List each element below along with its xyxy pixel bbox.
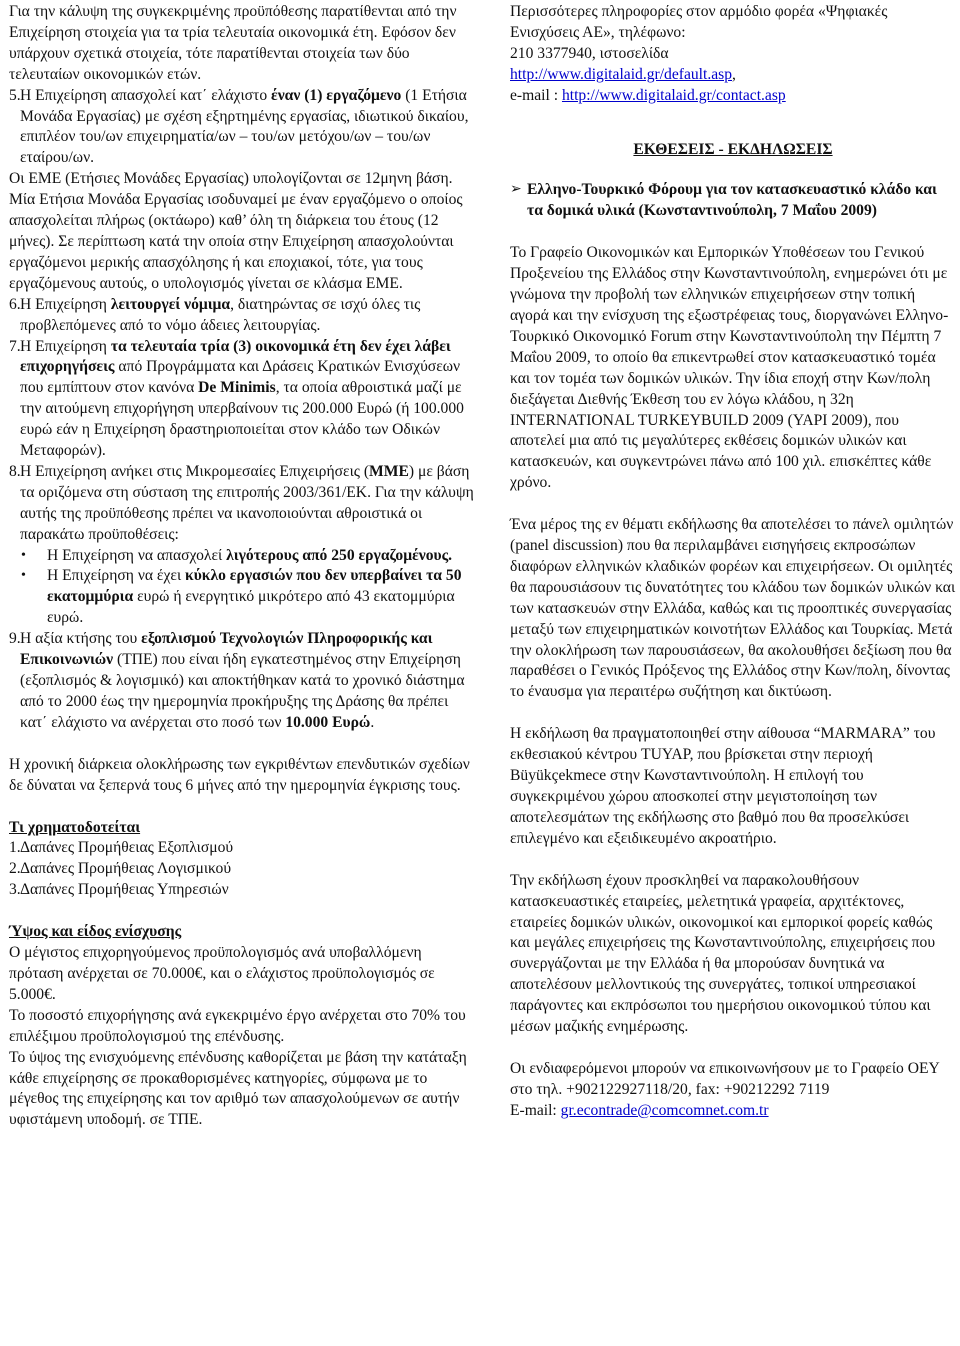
funded-heading: Τι χρηματοδοτείται xyxy=(9,818,141,836)
criterion-5-text: Η Επιχείρηση απασχολεί κατ΄ ελάχιστο έναν (1) εργαζόμενο (1 Ετήσια Μονάδα Εργασίας) με σχέση εξηρτημένης εργασίας, ιδιωτικού δικαίου, επιπλέον του/ων επιχειρηματία/ων – του/ων μετόχου/ων – του/ων εταίρου/ων. xyxy=(20,86,469,167)
aid-heading: Ύψος και είδος ενίσχυσης xyxy=(9,923,182,941)
intro-paragraph: Για την κάλυψη της συγκεκριμένης προϋπόθεσης παρατίθενται από την Επιχείρηση στοιχεία για τα τρία τελευταία οικονομικά έτη. Εφόσον δεν υπάρχουν σχετικά στοιχεία, τότε παρατίθενται στοιχεία των δύο τελευταίων οικονομικών ετών. xyxy=(9,3,457,83)
bullet-icon: • xyxy=(21,547,26,563)
section-heading: ΕΚΘΕΣΕΙΣ - ΕΚΔΗΛΩΣΕΙΣ xyxy=(633,140,833,158)
bullet-item: • Η Επιχείρηση να έχει κύκλο εργασιών που δεν υπερβαίνει τα 50 εκατομμύρια ευρώ ή ενεργητικό μικρότερο από 43 εκατομμύρια ευρώ. xyxy=(20,566,479,629)
event-paragraph-5: Οι ενδιαφερόμενοι μπορούν να επικοινωνήσουν με το Γραφείο ΟΕΥ στο τηλ. +902122927118/20, fax: +90212292 7119 xyxy=(510,1059,940,1098)
criterion-8 xyxy=(9,462,479,629)
arrow-icon: ➢ xyxy=(510,182,522,198)
left-column xyxy=(9,2,479,1131)
funded-item: 1. Δαπάνες Προμήθειας Εξοπλισμού xyxy=(9,839,234,857)
criterion-9-text: Η αξία κτήσης του εξοπλισμού Τεχνολογιών Πληροφορικής και Επικοινωνιών (ΤΠΕ) που είναι ήδη εγκατεστημένος στην Επιχείρηση (εξοπλισμός & λογισμικό) και αποκτήθηκαν κατά το χρονικό διάστημα από το 2000 έως την ημερομηνία προκήρυξης της Δράσης θα πρέπει κατ΄ ελάχιστο να ανέρχεται στο ποσό των 10.000 Ευρώ. xyxy=(20,630,465,731)
criterion-6-text: Η Επιχείρηση λειτουργεί νόμιμα, διατηρώντας σε ισχύ όλες τις προβλεπόμενες από το νόμο άδειες λειτουργίας. xyxy=(20,295,421,334)
email-link[interactable]: gr.econtrade@comcomnet.com.tr xyxy=(560,1101,769,1119)
contact-email-line: e-mail : http://www.digitalaid.gr/contact.asp xyxy=(510,86,786,104)
aid-paragraph-1: Ο μέγιστος επιχορηγούμενος προϋπολογισμός ανά υποβαλλόμενη πρόταση ανέρχεται σε 70.000€, και ο ελάχιστος προϋπολογισμός σε 5.000€. xyxy=(9,944,435,1003)
event-item xyxy=(510,180,956,222)
criterion-7 xyxy=(9,337,479,462)
criterion-5 xyxy=(9,86,479,295)
funded-item: 2. Δαπάνες Προμήθειας Λογισμικού xyxy=(9,860,232,878)
event-paragraph-1: Το Γραφείο Οικονομικών και Εμπορικών Υποθέσεων του Γενικού Προξενείου της Ελλάδος στην Κωνσταντινούπολη, ενημερώνει ότι με γνώμονα την προβολή των ελληνικών επιχειρήσεων στην τοπική αγορά και την ενίσχυση της εξωστρέφειας τους, διοργανώνει Ελληνο-Τουρκικό Οικονομικό Forum στην Κωνσταντινούπολη την Πέμπτη 7 Μαΐου 2009, το οποίο θα επικεντρωθεί στον κατασκευαστικό τομέα και τον τομέα των δομικών υλικών. Την ίδια εποχή στην Κων/πολη διεξάγεται Διεθνής Έκθεση του εν λόγω κλάδου, η 32η INTERNATIONAL TURKEYBUILD 2009 (YAPI 2009), που αποτελεί μια από τις μεγαλύτερες εκθέσεις δομικών υλικών και κατασκευών, και συγκεντρώνει πάνω από 100 χιλ. επισκέπτες κάθε χρόνο. xyxy=(510,244,949,492)
event-title: Ελληνο-Τουρκικό Φόρουμ για τον κατασκευαστικό κλάδο και τα δομικά υλικά (Κωνσταντινούπολη, 7 Μαΐου 2009) xyxy=(527,181,937,220)
criterion-number: 7. xyxy=(9,337,21,355)
bullet-icon: • xyxy=(21,568,26,584)
criterion-number: 8. xyxy=(9,462,21,480)
event-paragraph-4: Την εκδήλωση έχουν προσκληθεί να παρακολουθήσουν κατασκευαστικές εταιρείες, μελετητικά γραφεία, αρχιτέκτονες, εταιρείες δομικών υλικών, οικονομικοί και εμπορικοί φορείς καθώς και μεγάλες επιχειρήσεις της Κωνσταντινούπολης, επιχειρήσεις που συνεργάζονται με την Ελλάδα ή θα μπορούσαν δυνητικά να αποτελέσουν μελλοντικούς της συνεργάτες, τοπικοί υπηρεσιακοί παράγοντες και εκπρόσωποι του ημερήσιου οικονομικού τύπου και μέσων μαζικής ενημέρωσης. xyxy=(510,871,936,1036)
aid-paragraph-2: Το ποσοστό επιχορήγησης ανά εγκεκριμένο έργο ανέρχεται στο 70% του επιλέξιμου προϋπολογισμού της επένδυσης. xyxy=(9,1006,466,1045)
event-paragraph-2: Ένα μέρος της εν θέματι εκδήλωσης θα αποτελέσει το πάνελ ομιλητών (panel discussion) που θα περιλαμβάνει εισηγήσεις εκπροσώπων διαφόρων ελληνικών κλαδικών φορέων και επιχειρήσεων. Οι ομιλητές θα παρουσιάσουν τις δυνατότητες του κλάδου των δομικών υλικών και των κατασκευών στην Ελλάδα, καθώς και τις προοπτικές συνεργασίας μεταξύ των επιχειρηματικών κοινοτήτων Ελλάδος και Τουρκίας. Μετά την ολοκλήρωση των παρουσιάσεων, θα ακολουθήσει δεξίωση που θα παραθέσει ο Γενικός Πρόξενος της Ελλάδος στην Κων/πολη, δίνοντας το έναυσμα για περαιτέρω συζήτηση και δικτύωση. xyxy=(510,516,956,701)
duration-paragraph: Η χρονική διάρκεια ολοκλήρωσης των εγκριθέντων επενδυτικών σχεδίων δε δύναται να ξεπερνά τους 6 μήνες από την ημερομηνία έγκρισης τους. xyxy=(9,755,470,794)
criterion-number: 5. xyxy=(9,86,21,104)
bullet-item: • Η Επιχείρηση να απασχολεί λιγότερους από 250 εργαζομένους. xyxy=(20,546,479,567)
criterion-7-text: Η Επιχείρηση τα τελευταία τρία (3) οικονομικά έτη δεν έχει λάβει επιχορηγήσεις από Προγράμματα και Δράσεις Κρατικών Ενισχύσεων που εμπίπτουν στον κανόνα De Minimis, τα οποία αθροιστικά μαζί με την αιτούμενη επιχορήγηση υπερβαίνουν τις 200.000 Ευρώ (ή 100.000 ευρώ εάν η Επιχείρηση δραστηριοποιείται στον κλάδο των Οδικών Μεταφορών). xyxy=(20,337,464,460)
contact-phone-site: 210 3377940, ιστοσελίδα xyxy=(510,44,669,62)
website-link[interactable]: http://www.digitalaid.gr/default.asp xyxy=(510,65,733,83)
criterion-8-text: Η Επιχείρηση ανήκει στις Μικρομεσαίες Επιχειρήσεις (ΜΜΕ) με βάση τα οριζόμενα στη σύσταση της επιτροπής 2003/361/ΕΚ. Για την κάλυψη αυτής της προϋπόθεσης πρέπει να ικανοποιούνται αθροιστικά οι παρακάτω προϋποθέσεις: xyxy=(20,462,474,543)
event-paragraph-3: Η εκδήλωση θα πραγματοποιηθεί στην αίθουσα “MARMARA” του εκθεσιακού κέντρου TUYAP, που βρίσκεται στην περιοχή Büyükçekmece στην Κωνσταντινούπολη. Η επιλογή του συγκεκριμένου χώρου αποσκοπεί στην μεγιστοποίηση των αποτελεσμάτων της εκδήλωσης στο βαθμό που θα προσελκύσει επιλεγμένο και εξειδικευμένο ακροατήριο. xyxy=(510,725,936,847)
criterion-9 xyxy=(9,629,479,734)
right-column xyxy=(510,2,956,1122)
funded-item: 3. Δαπάνες Προμήθειας Υπηρεσιών xyxy=(9,881,229,899)
criterion-number: 6. xyxy=(9,295,21,313)
aid-paragraph-3: Το ύψος της ενισχυόμενης επένδυσης καθορίζεται με βάση την κατάταξη κάθε επιχείρησης σε προκαθορισμένες κατηγορίες, σύμφωνα με το μέγεθος της επιχείρησης και τον αριθμό των απασχολούμενων σε αυτήν υφιστάμενη υποδομή. σε ΤΠΕ. xyxy=(9,1048,467,1129)
contact-intro: Περισσότερες πληροφορίες στον αρμόδιο φορέα «Ψηφιακές Ενισχύσεις ΑΕ», τηλέφωνο: xyxy=(510,3,888,41)
criterion-number: 9. xyxy=(9,630,21,648)
contact-url-line: http://www.digitalaid.gr/default.asp, xyxy=(510,65,736,83)
event-email-line: E-mail: gr.econtrade@comcomnet.com.tr xyxy=(510,1101,769,1119)
contact-link[interactable]: http://www.digitalaid.gr/contact.asp xyxy=(561,86,786,104)
criterion-6 xyxy=(9,295,479,337)
criterion-5-note: Οι ΕΜΕ (Ετήσιες Μονάδες Εργασίας) υπολογίζονται σε 12μηνη βάση. Μία Ετήσια Μονάδα Εργασίας ισοδυναμεί με έναν εργαζόμενο ο οποίος απασχολείται πλήρως (οκτάωρο) καθ’ όλη τη διάρκεια του έτους (12 μήνες). Σε περίπτωση κατά την οποία στην Επιχείρηση απασχολούνται εργαζόμενοι μερικής απασχόλησης ή και εποχιακοί, τότε, για τους εργαζόμενους αυτούς, ο υπολογισμός γίνεται σε κλάσμα ΕΜΕ. xyxy=(9,170,463,292)
